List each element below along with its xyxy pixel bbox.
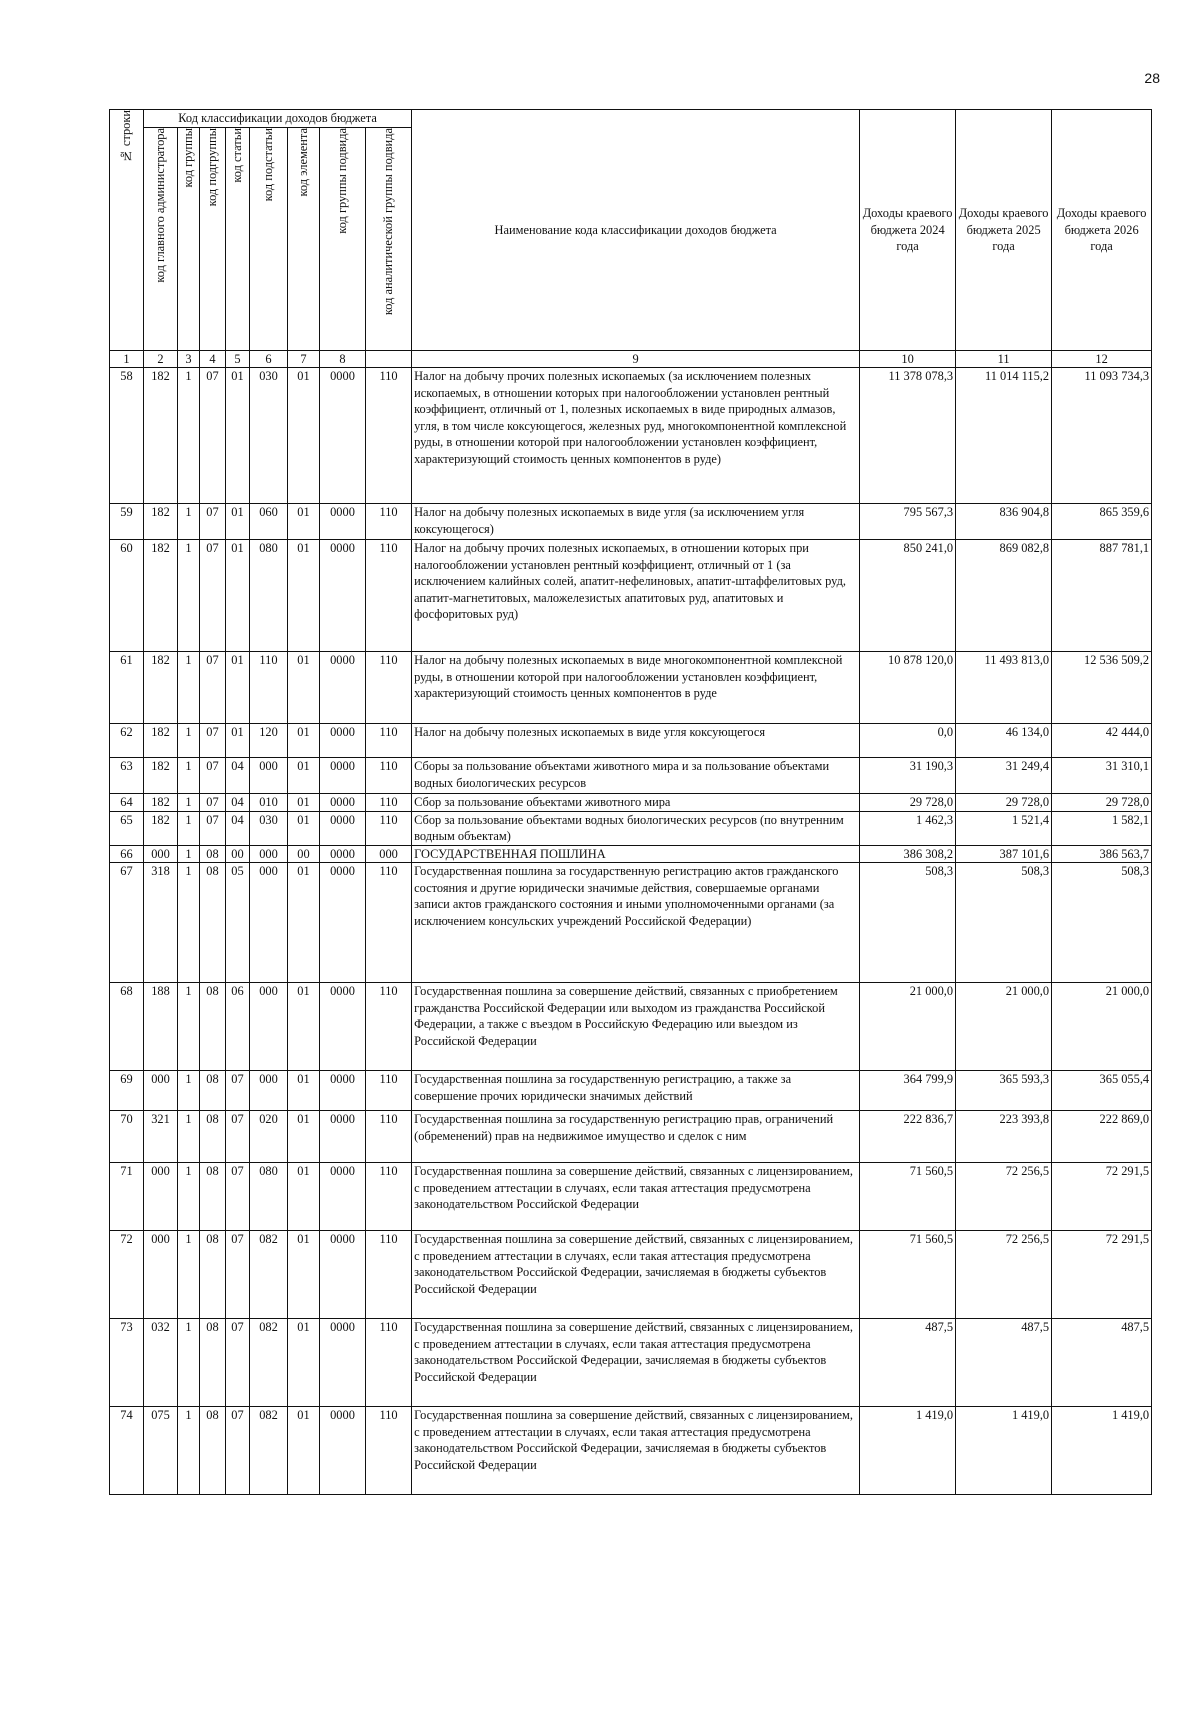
element-code: 01	[288, 1071, 320, 1111]
group-code: 1	[178, 811, 200, 845]
group-code: 1	[178, 1163, 200, 1231]
subarticle-code: 000	[250, 983, 288, 1071]
article-code: 04	[226, 794, 250, 812]
revenue-name: Государственная пошлина за совершение действий, связанных с лицензированием, с проведением аттестации в случаях, если такая аттестация предусмотрена законодательством Российской Федерации, зачисляемая в бюджеты субъектов Российской Федерации	[412, 1231, 860, 1319]
subtype-group-code: 0000	[320, 1407, 366, 1495]
subarticle-code: 030	[250, 368, 288, 504]
column-number: 1	[110, 350, 144, 368]
article-code: 07	[226, 1407, 250, 1495]
group-code: 1	[178, 652, 200, 724]
column-number: 6	[250, 350, 288, 368]
subgroup-code: 08	[200, 1231, 226, 1319]
table-row	[110, 1071, 1152, 1111]
subarticle-code: 082	[250, 1319, 288, 1407]
row-number: 61	[110, 652, 144, 724]
income-2026: 1 419,0	[1052, 1407, 1152, 1495]
element-code: 01	[288, 504, 320, 540]
income-2024: 1 419,0	[860, 1407, 956, 1495]
subtype-group-code: 0000	[320, 368, 366, 504]
page-number: 28	[1144, 70, 1160, 86]
analytic-code: 110	[366, 1231, 412, 1319]
revenue-name: Государственная пошлина за государственную регистрацию актов гражданского состояния и другие юридически значимые действия, совершаемые органами записи актов гражданского состояния и иными уполномоченными органами (за исключением консульских учреждений Российской Федерации)	[412, 863, 860, 983]
subtype-group-code: 0000	[320, 758, 366, 794]
subtype-group-code: 0000	[320, 652, 366, 724]
income-2026: 508,3	[1052, 863, 1152, 983]
analytic-code: 110	[366, 504, 412, 540]
subarticle-code: 082	[250, 1231, 288, 1319]
subarticle-code: 080	[250, 540, 288, 652]
income-2026: 12 536 509,2	[1052, 652, 1152, 724]
header-row-number: № строки	[110, 110, 144, 351]
analytic-code: 110	[366, 652, 412, 724]
admin-code: 075	[144, 1407, 178, 1495]
header-element-code: код элемента	[288, 127, 320, 350]
subgroup-code: 08	[200, 1111, 226, 1163]
income-2024: 222 836,7	[860, 1111, 956, 1163]
article-code: 07	[226, 1071, 250, 1111]
admin-code: 182	[144, 540, 178, 652]
subtype-group-code: 0000	[320, 1071, 366, 1111]
element-code: 00	[288, 845, 320, 863]
article-code: 01	[226, 652, 250, 724]
income-2024: 71 560,5	[860, 1163, 956, 1231]
subarticle-code: 080	[250, 1163, 288, 1231]
admin-code: 182	[144, 758, 178, 794]
income-2025: 1 521,4	[956, 811, 1052, 845]
subarticle-code: 000	[250, 845, 288, 863]
income-2026: 29 728,0	[1052, 794, 1152, 812]
income-2024: 11 378 078,3	[860, 368, 956, 504]
subtype-group-code: 0000	[320, 540, 366, 652]
revenue-name: Сборы за пользование объектами животного мира и за пользование объектами водных биологических ресурсов	[412, 758, 860, 794]
income-2026: 21 000,0	[1052, 983, 1152, 1071]
article-code: 01	[226, 368, 250, 504]
row-number: 66	[110, 845, 144, 863]
column-number: 8	[320, 350, 366, 368]
article-code: 07	[226, 1163, 250, 1231]
revenue-name: Государственная пошлина за государственную регистрацию, а также за совершение прочих юридически значимых действий	[412, 1071, 860, 1111]
analytic-code: 110	[366, 1407, 412, 1495]
column-number	[366, 350, 412, 368]
analytic-code: 110	[366, 863, 412, 983]
income-2025: 365 593,3	[956, 1071, 1052, 1111]
revenue-name: Налог на добычу прочих полезных ископаемых, в отношении которых при налогообложении установлен рентный коэффициент, отличный от 1 (за исключением калийных солей, апатит-нефелиновых, апатит-штаффелитовых руд, апатит-магнетитовых, маложелезистых апатитовых руд, апатитовых и фосфоритовых руд)	[412, 540, 860, 652]
element-code: 01	[288, 794, 320, 812]
article-code: 00	[226, 845, 250, 863]
header-income-2026: Доходы краевого бюджета 2026 года	[1052, 110, 1152, 351]
group-code: 1	[178, 540, 200, 652]
table-body	[110, 368, 1152, 1495]
income-2024: 364 799,9	[860, 1071, 956, 1111]
income-2024: 10 878 120,0	[860, 652, 956, 724]
admin-code: 188	[144, 983, 178, 1071]
subarticle-code: 000	[250, 758, 288, 794]
analytic-code: 110	[366, 1111, 412, 1163]
income-2026: 11 093 734,3	[1052, 368, 1152, 504]
element-code: 01	[288, 1319, 320, 1407]
article-code: 07	[226, 1231, 250, 1319]
group-code: 1	[178, 845, 200, 863]
income-2024: 29 728,0	[860, 794, 956, 812]
admin-code: 182	[144, 652, 178, 724]
header-name: Наименование кода классификации доходов бюджета	[412, 110, 860, 351]
header-subtype-group-code: код группы подвида	[320, 127, 366, 350]
subtype-group-code: 0000	[320, 1231, 366, 1319]
income-2025: 1 419,0	[956, 1407, 1052, 1495]
income-2026: 386 563,7	[1052, 845, 1152, 863]
group-code: 1	[178, 863, 200, 983]
revenue-name: ГОСУДАРСТВЕННАЯ ПОШЛИНА	[412, 845, 860, 863]
table-row	[110, 794, 1152, 812]
subtype-group-code: 0000	[320, 983, 366, 1071]
element-code: 01	[288, 1407, 320, 1495]
income-2025: 869 082,8	[956, 540, 1052, 652]
revenue-name: Налог на добычу прочих полезных ископаемых (за исключением полезных ископаемых, в отношении которых при налогообложении установлен рентный коэффициент, отличный от 1, полезных ископаемых в виде природных алмазов, угля, в том числе коксующегося, железных руд, многокомпонентной комплексной руды, в отношении которой при налогообложении установлен коэффициент, характеризующий стоимость ценных компонентов в руде)	[412, 368, 860, 504]
header-group-code: код группы	[178, 127, 200, 350]
revenue-name: Налог на добычу полезных ископаемых в виде угля (за исключением угля коксующегося)	[412, 504, 860, 540]
column-number: 2	[144, 350, 178, 368]
subgroup-code: 07	[200, 811, 226, 845]
subtype-group-code: 0000	[320, 1163, 366, 1231]
row-number: 67	[110, 863, 144, 983]
subtype-group-code: 0000	[320, 794, 366, 812]
analytic-code: 110	[366, 1163, 412, 1231]
column-number: 10	[860, 350, 956, 368]
table-row	[110, 1407, 1152, 1495]
header-subgroup-code: код подгруппы	[200, 127, 226, 350]
table-row	[110, 368, 1152, 504]
element-code: 01	[288, 811, 320, 845]
admin-code: 182	[144, 368, 178, 504]
column-number: 5	[226, 350, 250, 368]
income-2025: 836 904,8	[956, 504, 1052, 540]
element-code: 01	[288, 983, 320, 1071]
subgroup-code: 08	[200, 1163, 226, 1231]
table-row	[110, 652, 1152, 724]
revenue-name: Государственная пошлина за совершение действий, связанных с лицензированием, с проведением аттестации в случаях, если такая аттестация предусмотрена законодательством Российской Федерации	[412, 1163, 860, 1231]
element-code: 01	[288, 652, 320, 724]
group-code: 1	[178, 1071, 200, 1111]
income-2025: 72 256,5	[956, 1231, 1052, 1319]
income-2024: 0,0	[860, 724, 956, 758]
income-2024: 31 190,3	[860, 758, 956, 794]
column-number: 4	[200, 350, 226, 368]
income-2025: 508,3	[956, 863, 1052, 983]
article-code: 05	[226, 863, 250, 983]
analytic-code: 110	[366, 724, 412, 758]
column-number: 9	[412, 350, 860, 368]
table-row	[110, 983, 1152, 1071]
admin-code: 182	[144, 504, 178, 540]
analytic-code: 110	[366, 540, 412, 652]
row-number: 71	[110, 1163, 144, 1231]
group-code: 1	[178, 758, 200, 794]
income-2024: 795 567,3	[860, 504, 956, 540]
group-code: 1	[178, 724, 200, 758]
analytic-code: 110	[366, 758, 412, 794]
row-number: 64	[110, 794, 144, 812]
header-income-2025: Доходы краевого бюджета 2025 года	[956, 110, 1052, 351]
revenue-name: Государственная пошлина за совершение действий, связанных с приобретением гражданства Российской Федерации или выходом из гражданства Российской Федерации, а также с въездом в Российскую Федерацию или выездом из Российской Федерации	[412, 983, 860, 1071]
table-row	[110, 1231, 1152, 1319]
element-code: 01	[288, 1111, 320, 1163]
subgroup-code: 07	[200, 504, 226, 540]
article-code: 07	[226, 1319, 250, 1407]
admin-code: 032	[144, 1319, 178, 1407]
income-2025: 21 000,0	[956, 983, 1052, 1071]
element-code: 01	[288, 724, 320, 758]
analytic-code: 000	[366, 845, 412, 863]
element-code: 01	[288, 540, 320, 652]
header-analytic-group-code: код аналитической группы подвида	[366, 127, 412, 350]
income-2025: 11 014 115,2	[956, 368, 1052, 504]
group-code: 1	[178, 504, 200, 540]
admin-code: 000	[144, 1163, 178, 1231]
revenue-table	[109, 109, 1152, 1495]
income-2026: 1 582,1	[1052, 811, 1152, 845]
table-row	[110, 845, 1152, 863]
header-admin-code: код главного администратора	[144, 127, 178, 350]
subarticle-code: 000	[250, 863, 288, 983]
row-number: 70	[110, 1111, 144, 1163]
revenue-name: Налог на добычу полезных ископаемых в виде многокомпонентной комплексной руды, в отношении которой при налогообложении установлен коэффициент, характеризующий стоимость ценных компонентов в руде	[412, 652, 860, 724]
subgroup-code: 07	[200, 794, 226, 812]
table-row	[110, 758, 1152, 794]
table-row	[110, 811, 1152, 845]
analytic-code: 110	[366, 1071, 412, 1111]
admin-code: 000	[144, 845, 178, 863]
admin-code: 182	[144, 724, 178, 758]
income-2026: 42 444,0	[1052, 724, 1152, 758]
row-number: 69	[110, 1071, 144, 1111]
income-2026: 865 359,6	[1052, 504, 1152, 540]
income-2026: 31 310,1	[1052, 758, 1152, 794]
income-2025: 72 256,5	[956, 1163, 1052, 1231]
article-code: 01	[226, 724, 250, 758]
income-2025: 29 728,0	[956, 794, 1052, 812]
element-code: 01	[288, 1163, 320, 1231]
article-code: 06	[226, 983, 250, 1071]
table-row	[110, 1163, 1152, 1231]
row-number: 74	[110, 1407, 144, 1495]
row-number: 63	[110, 758, 144, 794]
row-number: 58	[110, 368, 144, 504]
income-2026: 887 781,1	[1052, 540, 1152, 652]
subtype-group-code: 0000	[320, 811, 366, 845]
group-code: 1	[178, 1407, 200, 1495]
subtype-group-code: 0000	[320, 504, 366, 540]
table-row	[110, 1111, 1152, 1163]
analytic-code: 110	[366, 811, 412, 845]
analytic-code: 110	[366, 794, 412, 812]
subtype-group-code: 0000	[320, 1319, 366, 1407]
subtype-group-code: 0000	[320, 845, 366, 863]
admin-code: 182	[144, 794, 178, 812]
income-2024: 386 308,2	[860, 845, 956, 863]
income-2026: 72 291,5	[1052, 1163, 1152, 1231]
subgroup-code: 08	[200, 863, 226, 983]
article-code: 04	[226, 758, 250, 794]
subarticle-code: 030	[250, 811, 288, 845]
subgroup-code: 08	[200, 845, 226, 863]
row-number: 72	[110, 1231, 144, 1319]
group-code: 1	[178, 368, 200, 504]
element-code: 01	[288, 368, 320, 504]
row-number: 65	[110, 811, 144, 845]
income-2024: 508,3	[860, 863, 956, 983]
subgroup-code: 07	[200, 724, 226, 758]
revenue-name: Государственная пошлина за совершение действий, связанных с лицензированием, с проведением аттестации в случаях, если такая аттестация предусмотрена законодательством Российской Федерации, зачисляемая в бюджеты субъектов Российской Федерации	[412, 1407, 860, 1495]
article-code: 07	[226, 1111, 250, 1163]
income-2024: 21 000,0	[860, 983, 956, 1071]
subarticle-code: 010	[250, 794, 288, 812]
header-article-code: код статьи	[226, 127, 250, 350]
subgroup-code: 07	[200, 540, 226, 652]
row-number: 73	[110, 1319, 144, 1407]
analytic-code: 110	[366, 368, 412, 504]
analytic-code: 110	[366, 983, 412, 1071]
column-number: 3	[178, 350, 200, 368]
income-2024: 487,5	[860, 1319, 956, 1407]
subarticle-code: 060	[250, 504, 288, 540]
table-row	[110, 504, 1152, 540]
admin-code: 318	[144, 863, 178, 983]
subgroup-code: 08	[200, 1071, 226, 1111]
income-2025: 31 249,4	[956, 758, 1052, 794]
admin-code: 000	[144, 1071, 178, 1111]
table-row	[110, 1319, 1152, 1407]
table-row	[110, 863, 1152, 983]
income-2025: 223 393,8	[956, 1111, 1052, 1163]
income-2026: 365 055,4	[1052, 1071, 1152, 1111]
column-number: 7	[288, 350, 320, 368]
income-2025: 487,5	[956, 1319, 1052, 1407]
revenue-name: Сбор за пользование объектами животного мира	[412, 794, 860, 812]
income-2025: 46 134,0	[956, 724, 1052, 758]
column-numbers-row	[110, 350, 1152, 368]
revenue-name: Государственная пошлина за государственную регистрацию прав, ограничений (обременений) прав на недвижимое имущество и сделок с ним	[412, 1111, 860, 1163]
income-2024: 850 241,0	[860, 540, 956, 652]
table-row	[110, 540, 1152, 652]
header-subarticle-code: код подстатьи	[250, 127, 288, 350]
column-number: 12	[1052, 350, 1152, 368]
article-code: 01	[226, 540, 250, 652]
element-code: 01	[288, 863, 320, 983]
income-2026: 487,5	[1052, 1319, 1152, 1407]
income-2026: 72 291,5	[1052, 1231, 1152, 1319]
income-2024: 1 462,3	[860, 811, 956, 845]
analytic-code: 110	[366, 1319, 412, 1407]
element-code: 01	[288, 758, 320, 794]
header-classification-group: Код классификации доходов бюджета	[144, 110, 412, 128]
column-number: 11	[956, 350, 1052, 368]
row-number: 60	[110, 540, 144, 652]
revenue-name: Государственная пошлина за совершение действий, связанных с лицензированием, с проведением аттестации в случаях, если такая аттестация предусмотрена законодательством Российской Федерации, зачисляемая в бюджеты субъектов Российской Федерации	[412, 1319, 860, 1407]
element-code: 01	[288, 1231, 320, 1319]
income-2025: 11 493 813,0	[956, 652, 1052, 724]
row-number: 59	[110, 504, 144, 540]
article-code: 01	[226, 504, 250, 540]
income-2024: 71 560,5	[860, 1231, 956, 1319]
header-income-2024: Доходы краевого бюджета 2024 года	[860, 110, 956, 351]
subarticle-code: 120	[250, 724, 288, 758]
subtype-group-code: 0000	[320, 863, 366, 983]
group-code: 1	[178, 1111, 200, 1163]
group-code: 1	[178, 1231, 200, 1319]
income-2026: 222 869,0	[1052, 1111, 1152, 1163]
revenue-name: Сбор за пользование объектами водных биологических ресурсов (по внутренним водным объектам)	[412, 811, 860, 845]
group-code: 1	[178, 983, 200, 1071]
subgroup-code: 07	[200, 758, 226, 794]
subgroup-code: 08	[200, 983, 226, 1071]
group-code: 1	[178, 794, 200, 812]
subgroup-code: 08	[200, 1407, 226, 1495]
article-code: 04	[226, 811, 250, 845]
income-2025: 387 101,6	[956, 845, 1052, 863]
revenue-name: Налог на добычу полезных ископаемых в виде угля коксующегося	[412, 724, 860, 758]
subarticle-code: 110	[250, 652, 288, 724]
subarticle-code: 020	[250, 1111, 288, 1163]
subgroup-code: 07	[200, 368, 226, 504]
subarticle-code: 082	[250, 1407, 288, 1495]
admin-code: 182	[144, 811, 178, 845]
admin-code: 000	[144, 1231, 178, 1319]
admin-code: 321	[144, 1111, 178, 1163]
row-number: 62	[110, 724, 144, 758]
group-code: 1	[178, 1319, 200, 1407]
subtype-group-code: 0000	[320, 724, 366, 758]
subgroup-code: 07	[200, 652, 226, 724]
subarticle-code: 000	[250, 1071, 288, 1111]
subgroup-code: 08	[200, 1319, 226, 1407]
row-number: 68	[110, 983, 144, 1071]
table-row	[110, 724, 1152, 758]
subtype-group-code: 0000	[320, 1111, 366, 1163]
